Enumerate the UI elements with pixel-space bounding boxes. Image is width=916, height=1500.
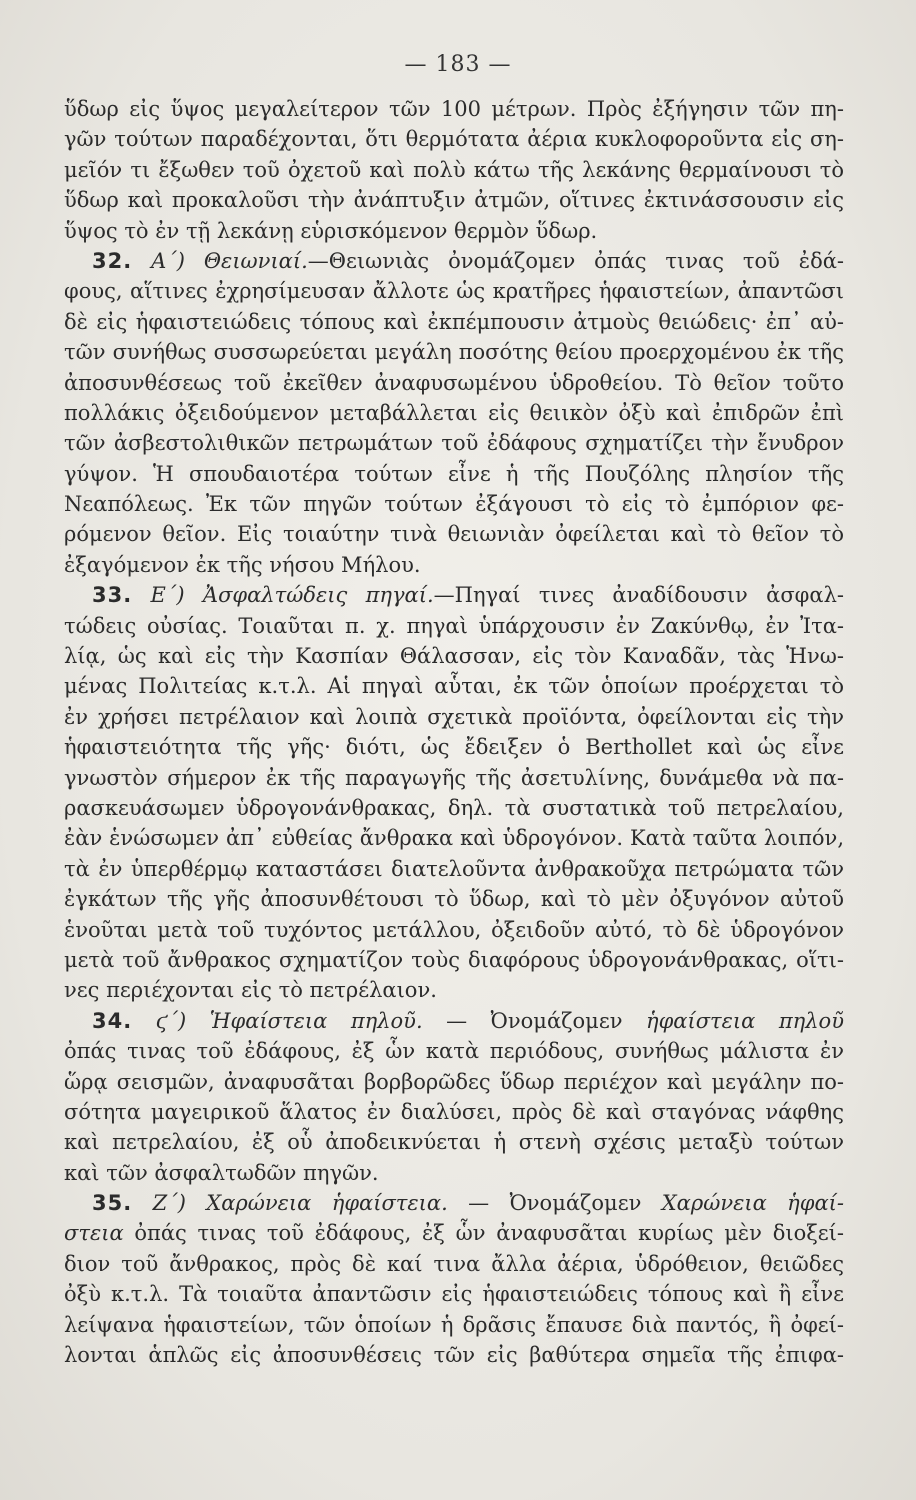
section-33-heading-line: [64, 580, 844, 610]
section-32-title: Α΄) Θειωνιαί.: [151, 248, 308, 273]
text-line: ἐγκάτων τῆς γῆς ἀποσυνθέτουσι τὸ ὕδωρ, καὶ τὸ μὲν ὀξυγόνον αὐτοῦ: [64, 887, 844, 912]
section-35-term-end: στεια: [64, 1221, 124, 1246]
section-34-title: ϛ΄) Ἡφαίστεια πηλοῦ.: [155, 1008, 423, 1033]
text-line: λονται ἁπλῶς εἰς ἀποσυνθέσεις τῶν εἰς βαθύτερα σημεῖα τῆς ἐπιφα-: [64, 1343, 844, 1368]
section-33-title: Ε΄) Ἀσφαλτώδεις πηγαί.: [150, 583, 434, 608]
text-line: τῶν ἀσβεστολιθικῶν πετρωμάτων τοῦ ἐδάφους σχηματίζει τὴν ἔνυδρον: [64, 431, 844, 456]
section-32-number: 32.: [92, 248, 133, 273]
section-35-title: Ζ΄) Χαρώνεια ἡφαίστεια.: [152, 1191, 448, 1216]
section-35-number: 35.: [92, 1191, 133, 1216]
text-line: ἐν χρήσει πετρέλαιον καὶ λοιπὰ σχετικὰ προϊόντα, ὀφείλονται εἰς τὴν: [64, 704, 844, 729]
text-line: γῶν τούτων παραδέχονται, ὅτι θερμότατα ἀέρια κυκλοφοροῦντα εἰς ση-: [64, 127, 844, 152]
text-line: ἡφαιστειότητα τῆς γῆς· διότι, ὡς ἔδειξεν ὁ Berthollet καὶ ὡς εἶνε: [64, 735, 844, 760]
section-34-first-text: — Ὀνομάζομεν: [422, 1008, 646, 1033]
text-line: ρόμενον θεῖον. Εἰς τοιαύτην τινὰ θειωνιὰν ὀφείλεται καὶ τὸ θεῖον τὸ: [64, 522, 844, 547]
text-line: πολλάκις ὀξειδούμενον μεταβάλλεται εἰς θειικὸν ὀξὺ καὶ ἐπιδρῶν ἐπὶ: [64, 400, 844, 425]
text-line: τὰ ἐν ὑπερθέρμῳ καταστάσει διατελοῦντα ἀνθρακοῦχα πετρώματα τῶν: [64, 856, 844, 881]
text-line: νες περιέχονται εἰς τὸ πετρέλαιον.: [64, 978, 437, 1003]
text-line: διον τοῦ ἄνθρακος, πρὸς δὲ καί τινα ἄλλα ἀέρια, ὑδρόθειον, θειῶδες: [64, 1251, 844, 1276]
text-line: ἐξαγόμενον ἐκ τῆς νήσου Μήλου.: [64, 552, 421, 577]
section-34-term: ἡφαίστεια πηλοῦ: [646, 1008, 844, 1033]
text-line: ὕδωρ καὶ προκαλοῦσι τὴν ἀνάπτυξιν ἀτμῶν, οἵτινες ἐκτινάσσουσιν εἰς: [64, 188, 844, 213]
text-line: δὲ εἰς ἡφαιστειώδεις τόπους καὶ ἐκπέμπουσιν ἀτμοὺς θειώδεις· ἐπ᾽ αὐ-: [64, 309, 844, 334]
text-line: ὀπάς τινας τοῦ ἐδάφους, ἐξ ὧν κατὰ περιόδους, συνήθως μάλιστα ἐν: [64, 1039, 844, 1064]
section-35-second-text: ὀπάς τινας τοῦ ἐδάφους, ἐξ ὧν ἀναφυσᾶται κυρίως μὲν διοξεί-: [123, 1221, 844, 1246]
section-33-number: 33.: [92, 583, 133, 608]
text-line: ὕψος τὸ ἐν τῇ λεκάνῃ εὑρισκόμενον θερμὸν ὕδωρ.: [64, 218, 598, 243]
text-line: σότητα μαγειρικοῦ ἅλατος ἐν διαλύσει, πρὸς δὲ καὶ σταγόνας νάφθης: [64, 1099, 844, 1124]
text-line: λείψανα ἡφαιστείων, τῶν ὁποίων ἡ δρᾶσις ἔπαυσε διὰ παντός, ἢ ὀφεί-: [64, 1312, 844, 1337]
section-35-term: Χαρώνεια ἡφαί-: [661, 1191, 844, 1216]
text-line: ὕδωρ εἰς ὕψος μεγαλείτερον τῶν 100 μέτρων. Πρὸς ἐξήγησιν τῶν πη-: [64, 97, 844, 121]
section-35-heading-line: [64, 1188, 844, 1218]
text-line: ὀξὺ κ.τ.λ. Τὰ τοιαῦτα ἀπαντῶσιν εἰς ἡφαιστειώδεις τόπους καὶ ἢ εἶνε: [64, 1282, 844, 1307]
section-32-first-text: —Θειωνιὰς ὀνομάζομεν ὀπάς τινας τοῦ ἐδά-: [307, 248, 844, 273]
text-line: φους, αἵτινες ἐχρησίμευσαν ἄλλοτε ὡς κρατῆρες ἡφαιστείων, ἀπαντῶσι: [64, 279, 844, 304]
text-line: ρασκευάσωμεν ὑδρογονάνθρακας, δηλ. τὰ συστατικὰ τοῦ πετρελαίου,: [64, 795, 844, 820]
text-line: μένας Πολιτείας κ.τ.λ. Αἱ πηγαὶ αὗται, ἐκ τῶν ὁποίων προέρχεται τὸ: [64, 674, 844, 699]
text-line: ἀποσυνθέσεως τοῦ ἐκεῖθεν ἀναφυσωμένου ὑδροθείου. Τὸ θεῖον τοῦτο: [64, 370, 844, 395]
body-text: [64, 94, 844, 1370]
section-33-first-text: —Πηγαί τινες ἀναδίδουσιν ἀσφαλ-: [433, 583, 844, 608]
section-35-first-text: — Ὀνομάζομεν: [447, 1191, 662, 1216]
text-line: ὥρᾳ σεισμῶν, ἀναφυσᾶται βορβορῶδες ὕδωρ περιέχον καὶ μεγάλην πο-: [64, 1069, 844, 1094]
text-line: τῶν συνήθως συσσωρεύεται μεγάλη ποσότης θείου προερχομένου ἐκ τῆς: [64, 340, 844, 365]
text-line: μεῖόν τι ἔξωθεν τοῦ ὀχετοῦ καὶ πολὺ κάτω τῆς λεκάνης θερμαίνουσι τὸ: [64, 157, 844, 182]
text-line: μετὰ τοῦ ἄνθρακος σχηματίζον τοὺς διαφόρους ὑδρογονάνθρακας, οἵτι-: [64, 947, 844, 972]
section-34-number: 34.: [92, 1008, 133, 1033]
text-line: τώδεις οὐσίας. Τοιαῦται π. χ. πηγαὶ ὑπάρχουσιν ἐν Ζακύνθῳ, ἐν Ἰτα-: [64, 613, 844, 638]
page-number: — 183 —: [404, 52, 512, 77]
text-line: ἑνοῦται μετὰ τοῦ τυχόντος μετάλλου, ὀξειδοῦν αὐτό, τὸ δὲ ὑδρογόνον: [64, 917, 844, 942]
text-line: γύψον. Ἡ σπουδαιοτέρα τούτων εἶνε ἡ τῆς Πουζόλης πλησίον τῆς: [64, 461, 844, 486]
text-line: λίᾳ, ὡς καὶ εἰς τὴν Κασπίαν Θάλασσαν, εἰς τὸν Καναδᾶν, τὰς Ἡνω-: [64, 644, 844, 669]
section-32-heading-line: [64, 246, 844, 276]
text-line: καὶ πετρελαίου, ἐξ οὗ ἀποδεικνύεται ἡ στενὴ σχέσις μεταξὺ τούτων: [64, 1130, 844, 1155]
text-line: γνωστὸν σήμερον ἐκ τῆς παραγωγῆς τῆς ἀσετυλίνης, δυνάμεθα νὰ πα-: [64, 765, 844, 790]
text-line: Νεαπόλεως. Ἐκ τῶν πηγῶν τούτων ἐξάγουσι τὸ εἰς τὸ ἐμπόριον φε-: [64, 492, 844, 517]
text-line: ἐὰν ἑνώσωμεν ἀπ᾽ εὐθείας ἄνθρακα καὶ ὑδρογόνον. Κατὰ ταῦτα λοιπόν,: [64, 826, 844, 851]
section-35-second-line: [64, 1218, 844, 1248]
section-34-heading-line: [64, 1006, 844, 1036]
text-line: καὶ τῶν ἀσφαλτωδῶν πηγῶν.: [64, 1160, 379, 1185]
